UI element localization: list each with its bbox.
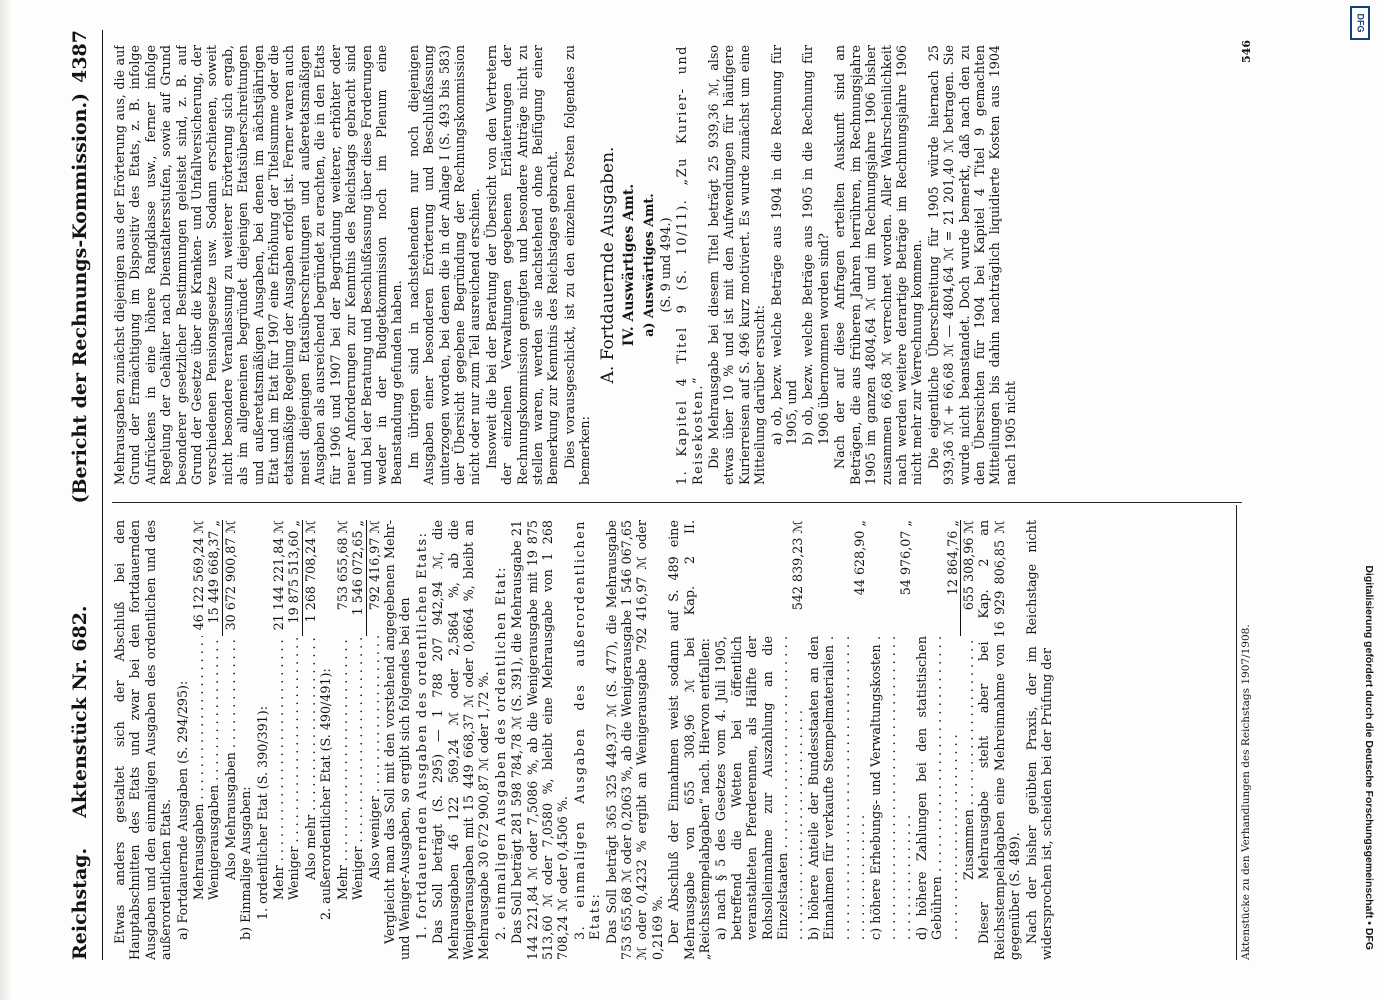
left-column bbox=[112, 520, 1232, 960]
c3-text: Das Soll beträgt 365 325 449,37 ℳ (S. 477), die Mehrausgabe 753 655,68 ℳ oder 0,2063 %, ab die Wenigerausgabe 1 546 067,65 ℳ oder 0,4232 % ergibt an Wenigerausgabe 792 416,97 ℳ oder 0,2169 %. bbox=[603, 520, 665, 960]
footer-rule bbox=[1236, 505, 1237, 960]
section-heading-a: A. Fortdauernde Ausgaben. bbox=[597, 146, 618, 384]
c2-title: 2. einmaligen Ausgaben des ordentlichen Etat: bbox=[492, 566, 508, 940]
item-b bbox=[806, 520, 868, 960]
dfg-logo-icon bbox=[1350, 6, 1370, 40]
right-paragraph-1: Mehrausgaben zunächst diejenigen aus der Erörterung aus, die auf Grund der Ermächtigung im Dispositiv des Etats, z. B. infolge Aufrückens in eine höhere Rangklasse usw., ferner infolge Regelung der Gehälter nach Dienstaltersstufen, sowie auf Grund besonderer gesetzlicher Bestimmungen geleistet sind, z. B. auf Grund der Gesetze über die Kranken- und Unfallversicherung, der verschiedenen Pensionsgesetze usw. Sodann erschienen, soweit nicht besondere Veranlassung zu weiterer Erörterung sich ergab, als im allgemeinen begründet diejenigen Etatsüberschreitungen und außeretatsmäßigen Ausgaben, bei denen im nächstjährigen Etat und im Etat für 1907 eine Erhöhung der Titelsumme oder die etatsmäßige Regelung der Ausgaben erfolgt ist. Ferner waren auch meist diejenigen Etatsüberschreitungen und außeretatsmäßigen Ausgaben als ausreichend begründet zu erachten, die in den Etats für 1906 und 1907 bei der Begründung weiterer, erhöhter oder neuer Anforderungen zur Kenntnis des Reichstags gebracht sind und bei der Beratung und Beschlußfassung über diese Forderungen weder in der Budgetkommission noch im Plenum eine Beanstandung gefunden haben. bbox=[112, 45, 405, 485]
item-1-heading: 1. Kapitel 4 Titel 9 (S. 10/11). „Zu Kurier- und Reisekosten.“ bbox=[674, 45, 705, 485]
item-value: 44 628,90 „ bbox=[852, 520, 868, 596]
mehreinnahme-paragraph: Dieser Mehrausgabe steht aber bei Kap. 2 an Reichsstempelabgaben eine Mehreinnahme von 16 929 806,85 ℳ gegenüber (S. 489). bbox=[976, 520, 1023, 960]
item-a bbox=[713, 520, 805, 960]
b1-row-weniger bbox=[286, 520, 301, 960]
section-heading-iv: IV. Auswärtiges Amt. bbox=[621, 183, 637, 347]
row-value: 1 268 708,24 ℳ bbox=[302, 520, 318, 636]
section-b-title: b) Einmalige Ausgaben: bbox=[238, 786, 254, 940]
header-rule bbox=[102, 30, 103, 960]
row-label: Weniger . . . bbox=[350, 636, 365, 900]
item-label: b) höhere Anteile der Bundesstaaten an den Einnahmen für verkaufte Stempelmaterialien . . . bbox=[806, 636, 868, 940]
right-paragraph-6: Nach der auf diese Anfragen erteilten Auskunft sind an Beträgen, die aus früheren Jahren herrühren, im Rechnungsjahre 1905 im ganzen 4804,64 ℳ und im Rechnungsjahre 1906 bisher zusammen 66,68 ℳ verrechnet worden. Aller Wahrscheinlichkeit nach werden weitere derartige Beträge im Rechnungsjahre 1906 nicht mehr zur Verrechnung kommen. bbox=[832, 45, 925, 485]
right-paragraph-4: Dies vorausgeschickt, ist zu den einzelnen Posten folgendes zu bemerken: bbox=[561, 45, 593, 485]
row-value: 792 416,97 ℳ bbox=[366, 520, 382, 636]
header-document-number: Aktenstück Nr. 682. bbox=[69, 605, 91, 818]
einnahmen-paragraph: Der Abschluß der Einnahmen weist sodann auf S. 489 eine Mehrausgabe von 655 308,96 ℳ bei Kap. 2 II. „Reichsstempelabgaben“ nach. Hiervon entfallen: bbox=[666, 520, 713, 960]
compare-paragraph: Vergleicht man das Soll mit den vorstehend angegebenen Mehr- und Weniger-Ausgaben, so ergibt sich folgendes bei den bbox=[381, 520, 413, 960]
items-sum bbox=[960, 520, 976, 960]
row-value: 19 875 513,60 „ bbox=[286, 520, 302, 624]
b1-row-sum bbox=[302, 520, 318, 960]
row-value: 46 122 569,24 ℳ bbox=[191, 520, 207, 631]
row-label: Mehrausgaben . . . bbox=[191, 636, 206, 900]
page-header bbox=[60, 30, 100, 960]
row-label: Mehr . . . bbox=[335, 636, 350, 900]
section-heading-a-sub: a) Auswärtiges Amt. bbox=[641, 193, 657, 337]
right-paragraph-3: Insoweit die bei der Beratung der Übersicht von den Vertretern der einzelnen Verwaltungen gegebenen Erläuterungen der Rechnungskommission genügten und besondere Anträge nicht zu stellen waren, werden sie nachstehend ohne Beifügung einer Bemerkung zur Kenntnis des Reichstages gebracht. bbox=[483, 45, 561, 485]
footer-signature-number: 546 bbox=[1240, 40, 1253, 63]
row-value: 21 144 221,84 ℳ bbox=[271, 520, 287, 631]
section-a-title: a) Fortdauernde Ausgaben (S. 294/295): bbox=[174, 680, 190, 940]
right-column bbox=[112, 45, 1232, 485]
digitization-notice: Digitalisierung gefördert durch die Deutsche Forschungsgemeinschaft • DFG bbox=[1363, 565, 1375, 950]
dfg-logo-text: DFG bbox=[1355, 13, 1365, 33]
row-label: Also Mehrausgaben . . . bbox=[223, 636, 238, 880]
right-paragraph-2: Im übrigen sind in nachstehendem nur noch diejenigen Ausgaben einer besonderen Erörterung und Beschlußfassung unterzogen worden, bei denen die in der Anlage I (S. 493 bis 583) der Übersicht gegebene Begründung der Rechnungskommission nicht oder nur zum Teil ausreichend erschien. bbox=[405, 45, 483, 485]
section-b2-title: 2. außerordentlicher Etat (S. 490/491): bbox=[318, 668, 334, 920]
header-report-title: (Bericht der Rechnungs-Kommission.) bbox=[69, 92, 91, 504]
c3-title: 3. einmaligen Ausgaben des außerordentlichen Etats: bbox=[571, 520, 603, 940]
a-row-wenigerausgaben bbox=[206, 520, 221, 960]
page-content bbox=[50, 30, 1330, 960]
item-value: 542 839,23 ℳ bbox=[790, 520, 806, 611]
row-value: 1 546 072,65 „ bbox=[350, 520, 366, 616]
a-row-sum bbox=[222, 520, 238, 960]
column-divider bbox=[112, 502, 1242, 503]
intro-paragraph: Etwas anders gestaltet sich der Abschluß bei den Hauptabschnitten des Etats und zwar bei den fortdauernden Ausgaben und den einmaligen Ausgaben des ordentlichen und des außerordentlichen Etats. bbox=[112, 520, 174, 960]
item-value: 54 976,07 „ bbox=[898, 520, 914, 596]
item-value: 12 864,76 „ bbox=[944, 520, 960, 596]
row-value: 30 672 900,87 ℳ bbox=[222, 520, 238, 636]
a-row-mehrausgaben bbox=[191, 520, 206, 960]
b1-row-mehr bbox=[271, 520, 286, 960]
item-d bbox=[914, 520, 960, 960]
page-number: 4387 bbox=[69, 30, 91, 83]
question-a: a) ob, bezw. welche Beträge aus 1904 in die Rechnung für 1905, und bbox=[768, 45, 800, 445]
right-paragraph-5: Die Mehrausgabe bei diesem Titel beträgt 25 939,36 ℳ, also etwas über 10 % und ist mit den Aufwendungen für häufigere Kurierreisen auf S. 496 kurz motiviert. Es wurde zunächst um eine Mitteilung darüber ersucht: bbox=[706, 45, 768, 485]
c1-title: 1. fortdauernden Ausgaben des ordentlichen Etats: bbox=[413, 531, 429, 940]
row-label: Also mehr . . . bbox=[303, 636, 318, 880]
item-c bbox=[868, 520, 914, 960]
row-label: Also weniger . . . bbox=[367, 636, 382, 880]
digitization-sidebar bbox=[1357, 0, 1375, 1000]
header-left: Reichstag. bbox=[69, 847, 91, 960]
praxis-paragraph: Nach der bisher geübten Praxis, der im Reichstage nicht widersprochen ist, scheiden bei der Prüfung der bbox=[1023, 520, 1054, 960]
row-label: Weniger . . . bbox=[286, 636, 301, 900]
row-label: Mehr . . . bbox=[271, 636, 286, 900]
footer-source: Aktenstücke zu den Verhandlungen des Reichstags 1907/1908. bbox=[1240, 624, 1252, 960]
item-label: d) höhere Zahlungen bei den statistischen Gebühren . . . bbox=[914, 636, 960, 940]
c1-text: Das Soll beträgt (S. 295) — 1 788 207 942,94 ℳ, die Mehrausgaben 46 122 569,24 ℳ oder 2,5864 %, ab die Wenigerausgaben mit 15 449 668,37 ℳ oder 0,8664 %, bleibt an Mehrausgabe 30 672 900,87 ℳ oder 1,72 %. bbox=[430, 520, 492, 960]
question-b: b) ob, bezw. welche Beträge aus 1905 in die Rechnung für 1906 übernommen worden sind? bbox=[800, 45, 831, 445]
row-value: 655 308,96 ℳ bbox=[960, 520, 976, 636]
b2-row-weniger bbox=[350, 520, 365, 960]
b2-row-mehr bbox=[335, 520, 350, 960]
item-label: a) nach § 5 des Gesetzes vom 4. Juli 1905, betreffend die Wetten bei öffentlich veranstalteten Pferderennen, als Hälfte der Rohsolleinnahme zur Auszahlung an die Einzelstaaten . . . bbox=[713, 636, 805, 940]
row-value: 15 449 668,37 „ bbox=[206, 520, 222, 624]
item-label: c) höhere Erhebungs- und Verwaltungskosten . . . bbox=[868, 636, 914, 940]
b2-row-sum bbox=[366, 520, 382, 960]
row-value: 753 655,68 ℳ bbox=[334, 520, 350, 611]
row-label: Zusammen . . . bbox=[961, 636, 976, 880]
section-pages: (S. 9 und 494.) bbox=[657, 217, 673, 313]
header-middle bbox=[69, 83, 91, 848]
row-label: Wenigerausgaben . . . bbox=[206, 636, 221, 900]
section-b1-title: 1. ordentlicher Etat (S. 390/391): bbox=[254, 706, 270, 920]
right-paragraph-7: Die eigentliche Überschreitung für 1905 würde hiernach 25 939,36 ℳ + 66,68 ℳ — 4804,64 ℳ = 21 201,40 ℳ betragen. Sie wurde nicht beanstandet. Doch wurde bemerkt, daß nach den zu den Übersichten für 1904 bei Kapitel 4 Titel 9 gemachten Mitteilungen bis dahin nachträglich liquidierte Kosten aus 1904 nach 1905 nicht bbox=[925, 45, 1018, 485]
c2-text: Das Soll beträgt 281 598 784,78 ℳ (S. 391), die Mehrausgabe 21 144 221,84 ℳ oder 7,5086 %, ab die Wenigerausgabe mit 19 875 513,60 ℳ oder 7,0580 %, bleibt eine Mehrausgabe von 1 268 708,24 ℳ oder 0,4506 %. bbox=[509, 520, 571, 960]
